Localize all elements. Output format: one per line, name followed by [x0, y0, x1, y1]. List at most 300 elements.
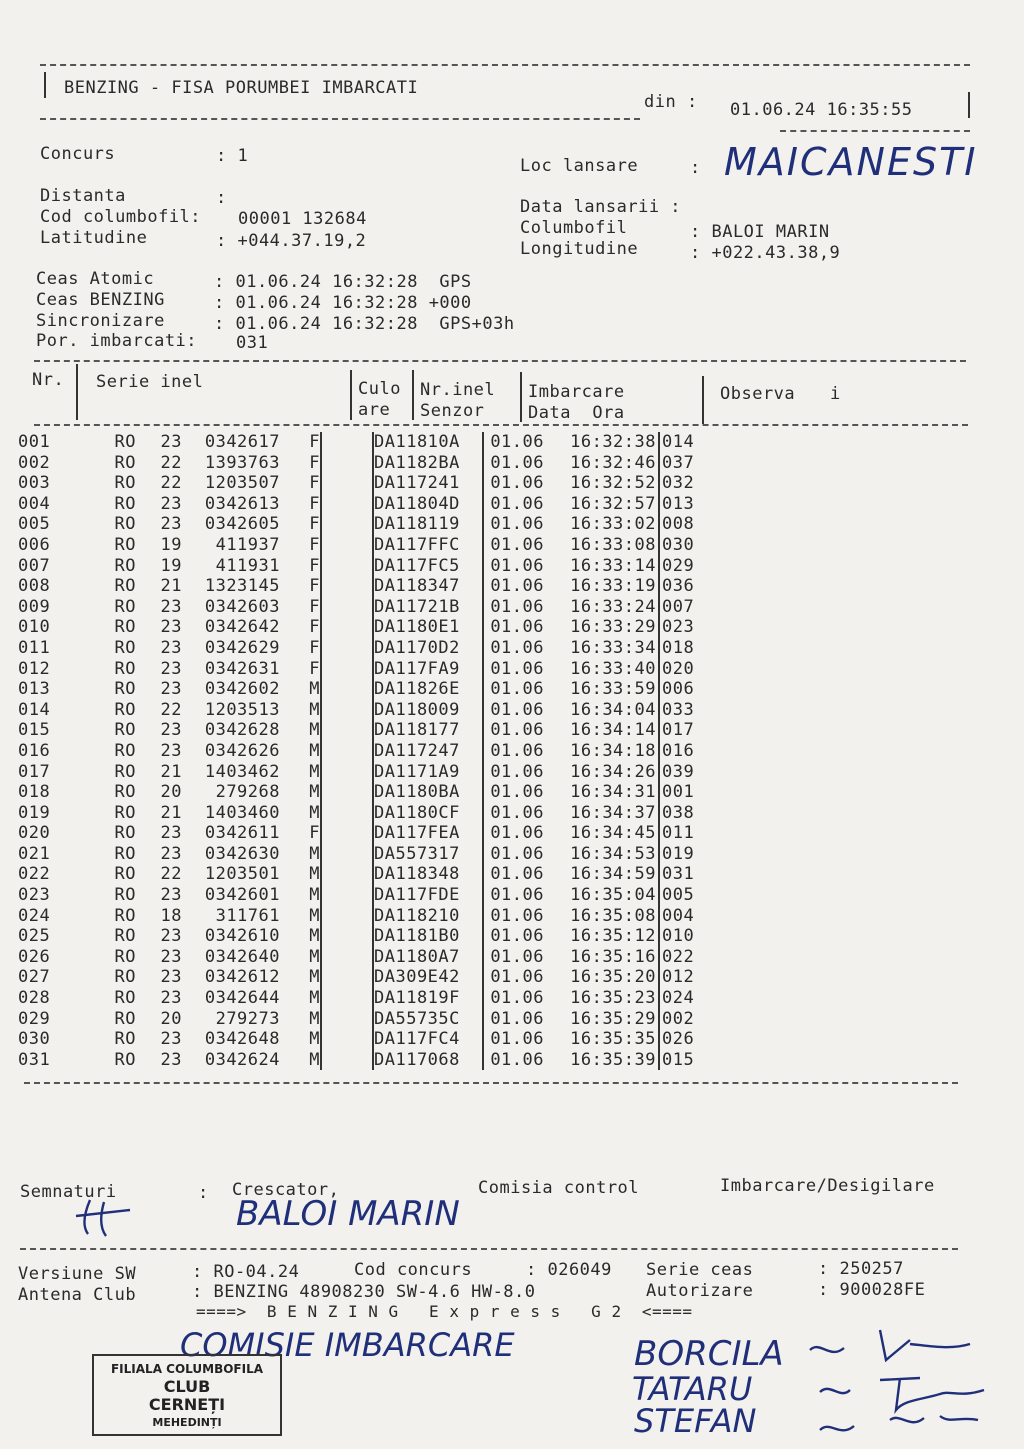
- ring-country: RO: [114, 658, 136, 679]
- ring-number: 279268: [215, 782, 280, 803]
- ring-country: RO: [114, 905, 136, 926]
- observation-order: 020: [662, 658, 695, 679]
- loc-lansare-handwritten: MAICANESTI: [724, 140, 978, 184]
- table-row: [18, 617, 712, 638]
- embark-time: 16:35:16: [544, 947, 659, 968]
- ring-country: RO: [114, 555, 136, 576]
- row-number: 006: [18, 534, 51, 555]
- stamp-line-1: FILIALA COLUMBOFILA: [110, 1362, 264, 1376]
- imbarcare-desigilare-label: Imbarcare/Desigilare: [720, 1176, 935, 1196]
- embark-date: 01.06: [490, 761, 544, 782]
- embark-date: 01.06: [490, 720, 544, 741]
- ring-year: 23: [160, 885, 182, 906]
- row-number: 013: [18, 679, 51, 700]
- sensor-ring: DA117FA9: [373, 659, 483, 680]
- sensor-ring: DA117FC4: [373, 1029, 483, 1050]
- por-imbarcati-label: Por. imbarcati:: [36, 331, 198, 351]
- table-row: [18, 453, 712, 474]
- observation-order: 036: [662, 576, 695, 597]
- row-number: 002: [18, 452, 51, 473]
- ring-country: RO: [114, 843, 136, 864]
- row-number: 022: [18, 864, 51, 885]
- header-bottom-rule: [40, 118, 640, 120]
- row-number: 031: [18, 1049, 51, 1070]
- ring-country: RO: [114, 946, 136, 967]
- concurs-label: Concurs: [40, 144, 116, 164]
- sensor-ring: DA11826E: [373, 679, 483, 700]
- ring-number: 0342648: [204, 1029, 280, 1050]
- pigeon-color: [321, 494, 373, 515]
- row-number: 020: [18, 823, 51, 844]
- pigeon-color: [321, 967, 373, 988]
- observation-order: 033: [662, 699, 695, 720]
- ring-country: RO: [114, 864, 136, 885]
- ring-number: 0342603: [204, 596, 280, 617]
- ring-year: 23: [160, 1029, 182, 1050]
- antena-club-value: : BENZING 48908230 SW-4.6 HW-8.0: [192, 1282, 536, 1302]
- pigeon-color: [321, 720, 373, 741]
- row-number: 005: [18, 514, 51, 535]
- pigeon-sex: M: [280, 700, 321, 721]
- col-header-nr: Nr.: [32, 370, 65, 390]
- ring-year: 23: [160, 514, 182, 535]
- ring-number: 0342605: [204, 514, 280, 535]
- ring-year: 21: [160, 802, 182, 823]
- observation-order: 032: [662, 473, 695, 494]
- ring-country: RO: [114, 617, 136, 638]
- sensor-ring: DA117FFC: [373, 535, 483, 556]
- sensor-ring: DA117FC5: [373, 556, 483, 577]
- ring-year: 19: [160, 555, 182, 576]
- row-number: 015: [18, 720, 51, 741]
- row-number: 030: [18, 1029, 51, 1050]
- table-row: [18, 823, 712, 844]
- pigeon-color: [321, 864, 373, 885]
- sensor-ring: DA118119: [373, 514, 483, 535]
- table-row: [18, 638, 712, 659]
- embark-time: 16:32:38: [544, 432, 659, 453]
- table-row: [18, 700, 712, 721]
- embark-time: 16:32:57: [544, 494, 659, 515]
- pigeon-sex: F: [280, 494, 321, 515]
- embark-time: 16:34:59: [544, 864, 659, 885]
- observation-order: 029: [662, 555, 695, 576]
- embark-time: 16:34:26: [544, 762, 659, 783]
- table-row: [18, 988, 712, 1009]
- table-row: [18, 720, 712, 741]
- commission-signatures-scribble: [800, 1320, 1000, 1445]
- pigeon-color: [321, 535, 373, 556]
- pigeon-color: [321, 453, 373, 474]
- embark-time: 16:35:35: [544, 1029, 659, 1050]
- ring-year: 23: [160, 637, 182, 658]
- table-row: [18, 906, 712, 927]
- pigeon-sex: F: [280, 823, 321, 844]
- ring-country: RO: [114, 988, 136, 1009]
- pigeon-sex: F: [280, 597, 321, 618]
- cod-columbofil-value: 00001 132684: [238, 209, 367, 229]
- serie-ceas-value: : 250257: [818, 1259, 904, 1279]
- pigeon-sex: M: [280, 1009, 321, 1030]
- pigeon-color: [321, 782, 373, 803]
- ring-year: 21: [160, 761, 182, 782]
- ring-year: 22: [160, 864, 182, 885]
- cod-concurs-label: Cod concurs: [354, 1260, 473, 1280]
- serie-ceas-label: Serie ceas: [646, 1260, 754, 1280]
- row-number: 010: [18, 617, 51, 638]
- observation-order: 007: [662, 596, 695, 617]
- pigeon-color: [321, 947, 373, 968]
- ring-number: 1323145: [204, 576, 280, 597]
- embark-date: 01.06: [490, 740, 544, 761]
- embark-time: 16:35:20: [544, 967, 659, 988]
- col-divider-serie: [350, 370, 352, 420]
- cod-columbofil-label: Cod columbofil:: [40, 207, 202, 227]
- col-divider-senzor: [520, 372, 522, 422]
- columbofil-label: Columbofil: [520, 218, 628, 238]
- pigeon-color: [321, 1029, 373, 1050]
- table-row: [18, 947, 712, 968]
- ring-year: 22: [160, 473, 182, 494]
- observation-order: 030: [662, 534, 695, 555]
- observation-order: 016: [662, 740, 695, 761]
- embark-time: 16:35:23: [544, 988, 659, 1009]
- ring-year: 23: [160, 823, 182, 844]
- pigeon-sex: M: [280, 720, 321, 741]
- pigeon-sex: M: [280, 1029, 321, 1050]
- col-divider-nr: [76, 364, 78, 420]
- embark-date: 01.06: [490, 699, 544, 720]
- observation-order: 037: [662, 452, 695, 473]
- col-header-are: are: [358, 400, 391, 420]
- sensor-ring: DA1170D2: [373, 638, 483, 659]
- header-right-bar: [968, 92, 970, 118]
- observation-order: 019: [662, 843, 695, 864]
- ring-year: 23: [160, 658, 182, 679]
- row-number: 009: [18, 596, 51, 617]
- col-header-senzor: Senzor: [420, 401, 485, 421]
- row-number: 011: [18, 637, 51, 658]
- observation-order: 014: [662, 432, 695, 452]
- ring-number: 0342617: [204, 432, 280, 452]
- sensor-ring: DA117FDE: [373, 885, 483, 906]
- col-divider-imbarcare: [702, 376, 704, 424]
- embark-date: 01.06: [490, 473, 544, 494]
- sensor-ring: DA118348: [373, 864, 483, 885]
- ring-number: 0342624: [204, 1049, 280, 1070]
- table-row: [18, 844, 712, 865]
- pigeon-sex: M: [280, 926, 321, 947]
- ring-country: RO: [114, 782, 136, 803]
- embark-date: 01.06: [490, 802, 544, 823]
- pigeon-sex: M: [280, 803, 321, 824]
- row-number: 021: [18, 843, 51, 864]
- observation-order: 017: [662, 720, 695, 741]
- data-lansarii-label: Data lansarii :: [520, 197, 682, 217]
- embark-date: 01.06: [490, 514, 544, 535]
- sensor-ring: DA1180BA: [373, 782, 483, 803]
- col-divider-culo: [412, 370, 414, 420]
- ring-country: RO: [114, 637, 136, 658]
- table-row: [18, 741, 712, 762]
- ring-year: 23: [160, 946, 182, 967]
- embark-date: 01.06: [490, 967, 544, 988]
- embark-time: 16:34:18: [544, 741, 659, 762]
- pigeon-color: [321, 844, 373, 865]
- ring-number: 1203507: [204, 473, 280, 494]
- ring-year: 23: [160, 596, 182, 617]
- sensor-ring: DA117068: [373, 1050, 483, 1071]
- comisie-imbarcare-handwritten: COMISIE IMBARCARE: [180, 1326, 515, 1364]
- ring-year: 23: [160, 843, 182, 864]
- ring-number: 411937: [215, 534, 280, 555]
- row-number: 019: [18, 802, 51, 823]
- table-row: [18, 762, 712, 783]
- pigeon-color: [321, 638, 373, 659]
- table-row: [18, 803, 712, 824]
- ring-country: RO: [114, 514, 136, 535]
- embark-date: 01.06: [490, 1008, 544, 1029]
- ring-number: 0342642: [204, 617, 280, 638]
- pigeon-color: [321, 906, 373, 927]
- embark-time: 16:34:53: [544, 844, 659, 865]
- pigeon-sex: M: [280, 885, 321, 906]
- sensor-ring: DA309E42: [373, 967, 483, 988]
- stamp-line-3: CERNEȚI: [148, 1395, 226, 1414]
- semnaturi-sep: :: [198, 1183, 209, 1203]
- sensor-ring: DA55735C: [373, 1009, 483, 1030]
- pigeon-sex: M: [280, 762, 321, 783]
- table-row: [18, 597, 712, 618]
- row-number: 001: [18, 432, 51, 452]
- latitudine-label: Latitudine: [40, 228, 148, 248]
- pigeon-sex: F: [280, 617, 321, 638]
- pigeon-color: [321, 803, 373, 824]
- observation-order: 023: [662, 617, 695, 638]
- table-row: [18, 967, 712, 988]
- table-bottom-rule: [24, 1082, 958, 1084]
- loc-lansare-label: Loc lansare: [520, 156, 639, 176]
- observation-order: 002: [662, 1008, 695, 1029]
- row-number: 028: [18, 988, 51, 1009]
- latitudine-value: : +044.37.19,2: [216, 231, 367, 251]
- stamp-line-2: CLUB: [163, 1377, 211, 1396]
- pigeon-sex: M: [280, 967, 321, 988]
- embark-time: 16:33:29: [544, 617, 659, 638]
- pigeon-sex: F: [280, 638, 321, 659]
- autorizare-label: Autorizare: [646, 1281, 754, 1301]
- observation-order: 004: [662, 905, 695, 926]
- print-date: 01.06.24 16:35:55: [730, 100, 913, 120]
- commission-member-2: TATARU: [632, 1370, 753, 1408]
- row-number: 014: [18, 699, 51, 720]
- pigeon-color: [321, 679, 373, 700]
- ring-year: 23: [160, 432, 182, 452]
- embark-date: 01.06: [490, 658, 544, 679]
- observation-order: 018: [662, 637, 695, 658]
- ring-number: 0342610: [204, 926, 280, 947]
- ring-country: RO: [114, 823, 136, 844]
- ring-country: RO: [114, 740, 136, 761]
- observation-order: 012: [662, 967, 695, 988]
- embark-time: 16:35:08: [544, 906, 659, 927]
- embark-time: 16:34:04: [544, 700, 659, 721]
- pigeon-color: [321, 741, 373, 762]
- ring-year: 23: [160, 740, 182, 761]
- table-header-rule: [34, 424, 968, 426]
- semnaturi-label: Semnaturi: [20, 1182, 117, 1202]
- por-imbarcati-value: 031: [236, 333, 269, 353]
- ring-year: 23: [160, 679, 182, 700]
- embark-date: 01.06: [490, 617, 544, 638]
- pigeon-color: [321, 762, 373, 783]
- pigeon-sex: F: [280, 535, 321, 556]
- ring-country: RO: [114, 967, 136, 988]
- observation-order: 013: [662, 493, 695, 514]
- ring-country: RO: [114, 1049, 136, 1070]
- cod-concurs-value: : 026049: [526, 1260, 612, 1280]
- ring-number: 0342640: [204, 946, 280, 967]
- header-top-rule: [40, 64, 970, 66]
- ring-year: 20: [160, 782, 182, 803]
- ring-country: RO: [114, 720, 136, 741]
- observation-order: 011: [662, 823, 695, 844]
- ring-year: 18: [160, 905, 182, 926]
- ring-number: 0342626: [204, 740, 280, 761]
- observation-order: 006: [662, 679, 695, 700]
- table-row: [18, 535, 712, 556]
- versiune-sw-label: Versiune SW: [18, 1264, 137, 1284]
- embark-date: 01.06: [490, 823, 544, 844]
- crescator-label: Crescator,: [232, 1180, 340, 1200]
- col-header-data-ora: Data Ora: [528, 403, 625, 423]
- commission-member-1: BORCILA: [634, 1334, 784, 1374]
- embark-date: 01.06: [490, 988, 544, 1009]
- embark-time: 16:34:37: [544, 803, 659, 824]
- pigeon-sex: F: [280, 556, 321, 577]
- ring-number: 0342612: [204, 967, 280, 988]
- observation-order: 039: [662, 761, 695, 782]
- embark-time: 16:33:02: [544, 514, 659, 535]
- ring-country: RO: [114, 596, 136, 617]
- ring-country: RO: [114, 679, 136, 700]
- row-number: 025: [18, 926, 51, 947]
- observation-order: 026: [662, 1029, 695, 1050]
- ring-country: RO: [114, 1008, 136, 1029]
- sensor-ring: DA1180E1: [373, 617, 483, 638]
- pigeon-sex: M: [280, 679, 321, 700]
- table-row: [18, 576, 712, 597]
- embark-time: 16:35:29: [544, 1009, 659, 1030]
- ring-number: 0342644: [204, 988, 280, 1009]
- embark-time: 16:34:31: [544, 782, 659, 803]
- ring-year: 23: [160, 1049, 182, 1070]
- ring-country: RO: [114, 885, 136, 906]
- header-left-bar: [44, 72, 46, 98]
- table-row: [18, 679, 712, 700]
- table-row: [18, 782, 712, 803]
- pigeon-color: [321, 926, 373, 947]
- table-row: [18, 1050, 712, 1071]
- observation-order: 015: [662, 1049, 695, 1070]
- ring-number: 311761: [215, 905, 280, 926]
- ring-number: 0342601: [204, 885, 280, 906]
- sensor-ring: DA117241: [373, 473, 483, 494]
- embark-time: 16:33:34: [544, 638, 659, 659]
- ring-number: 0342628: [204, 720, 280, 741]
- col-header-serie: Serie inel: [96, 372, 204, 392]
- embark-date: 01.06: [490, 452, 544, 473]
- table-row: [18, 864, 712, 885]
- ring-country: RO: [114, 761, 136, 782]
- observation-order: 008: [662, 514, 695, 535]
- embark-date: 01.06: [490, 576, 544, 597]
- ring-year: 23: [160, 926, 182, 947]
- pigeon-table: [18, 432, 712, 1070]
- embark-time: 16:34:14: [544, 720, 659, 741]
- sensor-ring: DA118210: [373, 906, 483, 927]
- row-number: 008: [18, 576, 51, 597]
- benzing-express-banner: ====> B E N Z I N G E x p r e s s G 2 <====: [196, 1302, 693, 1321]
- ceas-benzing-value: : 01.06.24 16:32:28 +000: [214, 293, 472, 313]
- ceas-benzing-label: Ceas BENZING: [36, 290, 165, 310]
- pigeon-color: [321, 473, 373, 494]
- table-row: [18, 659, 712, 680]
- pigeon-color: [321, 617, 373, 638]
- col-header-observatii: Observa: [720, 384, 796, 404]
- table-row: [18, 514, 712, 535]
- col-header-observatii-i: i: [830, 384, 841, 404]
- sensor-ring: DA1180CF: [373, 803, 483, 824]
- row-number: 029: [18, 1008, 51, 1029]
- table-row: [18, 473, 712, 494]
- ring-year: 23: [160, 720, 182, 741]
- sensor-ring: DA1182BA: [373, 453, 483, 474]
- embark-date: 01.06: [490, 555, 544, 576]
- pigeon-sex: M: [280, 988, 321, 1009]
- observation-order: 024: [662, 988, 695, 1009]
- pigeon-table-body: [18, 432, 712, 1070]
- club-stamp: [92, 1354, 282, 1436]
- embark-time: 16:33:19: [544, 576, 659, 597]
- table-top-rule: [34, 360, 966, 362]
- sensor-ring: DA117FEA: [373, 823, 483, 844]
- observation-order: 005: [662, 885, 695, 906]
- longitudine-value: : +022.43.38,9: [690, 243, 841, 263]
- row-number: 018: [18, 782, 51, 803]
- sensor-ring: DA1180A7: [373, 947, 483, 968]
- table-row: [18, 432, 712, 453]
- sensor-ring: DA11804D: [373, 494, 483, 515]
- ring-number: 411931: [215, 555, 280, 576]
- sensor-ring: DA118347: [373, 576, 483, 597]
- pigeon-color: [321, 1050, 373, 1071]
- ring-country: RO: [114, 1029, 136, 1050]
- row-number: 017: [18, 761, 51, 782]
- ring-country: RO: [114, 493, 136, 514]
- pigeon-sex: F: [280, 576, 321, 597]
- pigeon-color: [321, 885, 373, 906]
- row-number: 027: [18, 967, 51, 988]
- ring-number: 1203501: [204, 864, 280, 885]
- ring-number: 0342630: [204, 843, 280, 864]
- ring-country: RO: [114, 926, 136, 947]
- pigeon-color: [321, 576, 373, 597]
- embark-time: 16:35:04: [544, 885, 659, 906]
- ring-number: 0342611: [204, 823, 280, 844]
- embark-date: 01.06: [490, 946, 544, 967]
- sensor-ring: DA117247: [373, 741, 483, 762]
